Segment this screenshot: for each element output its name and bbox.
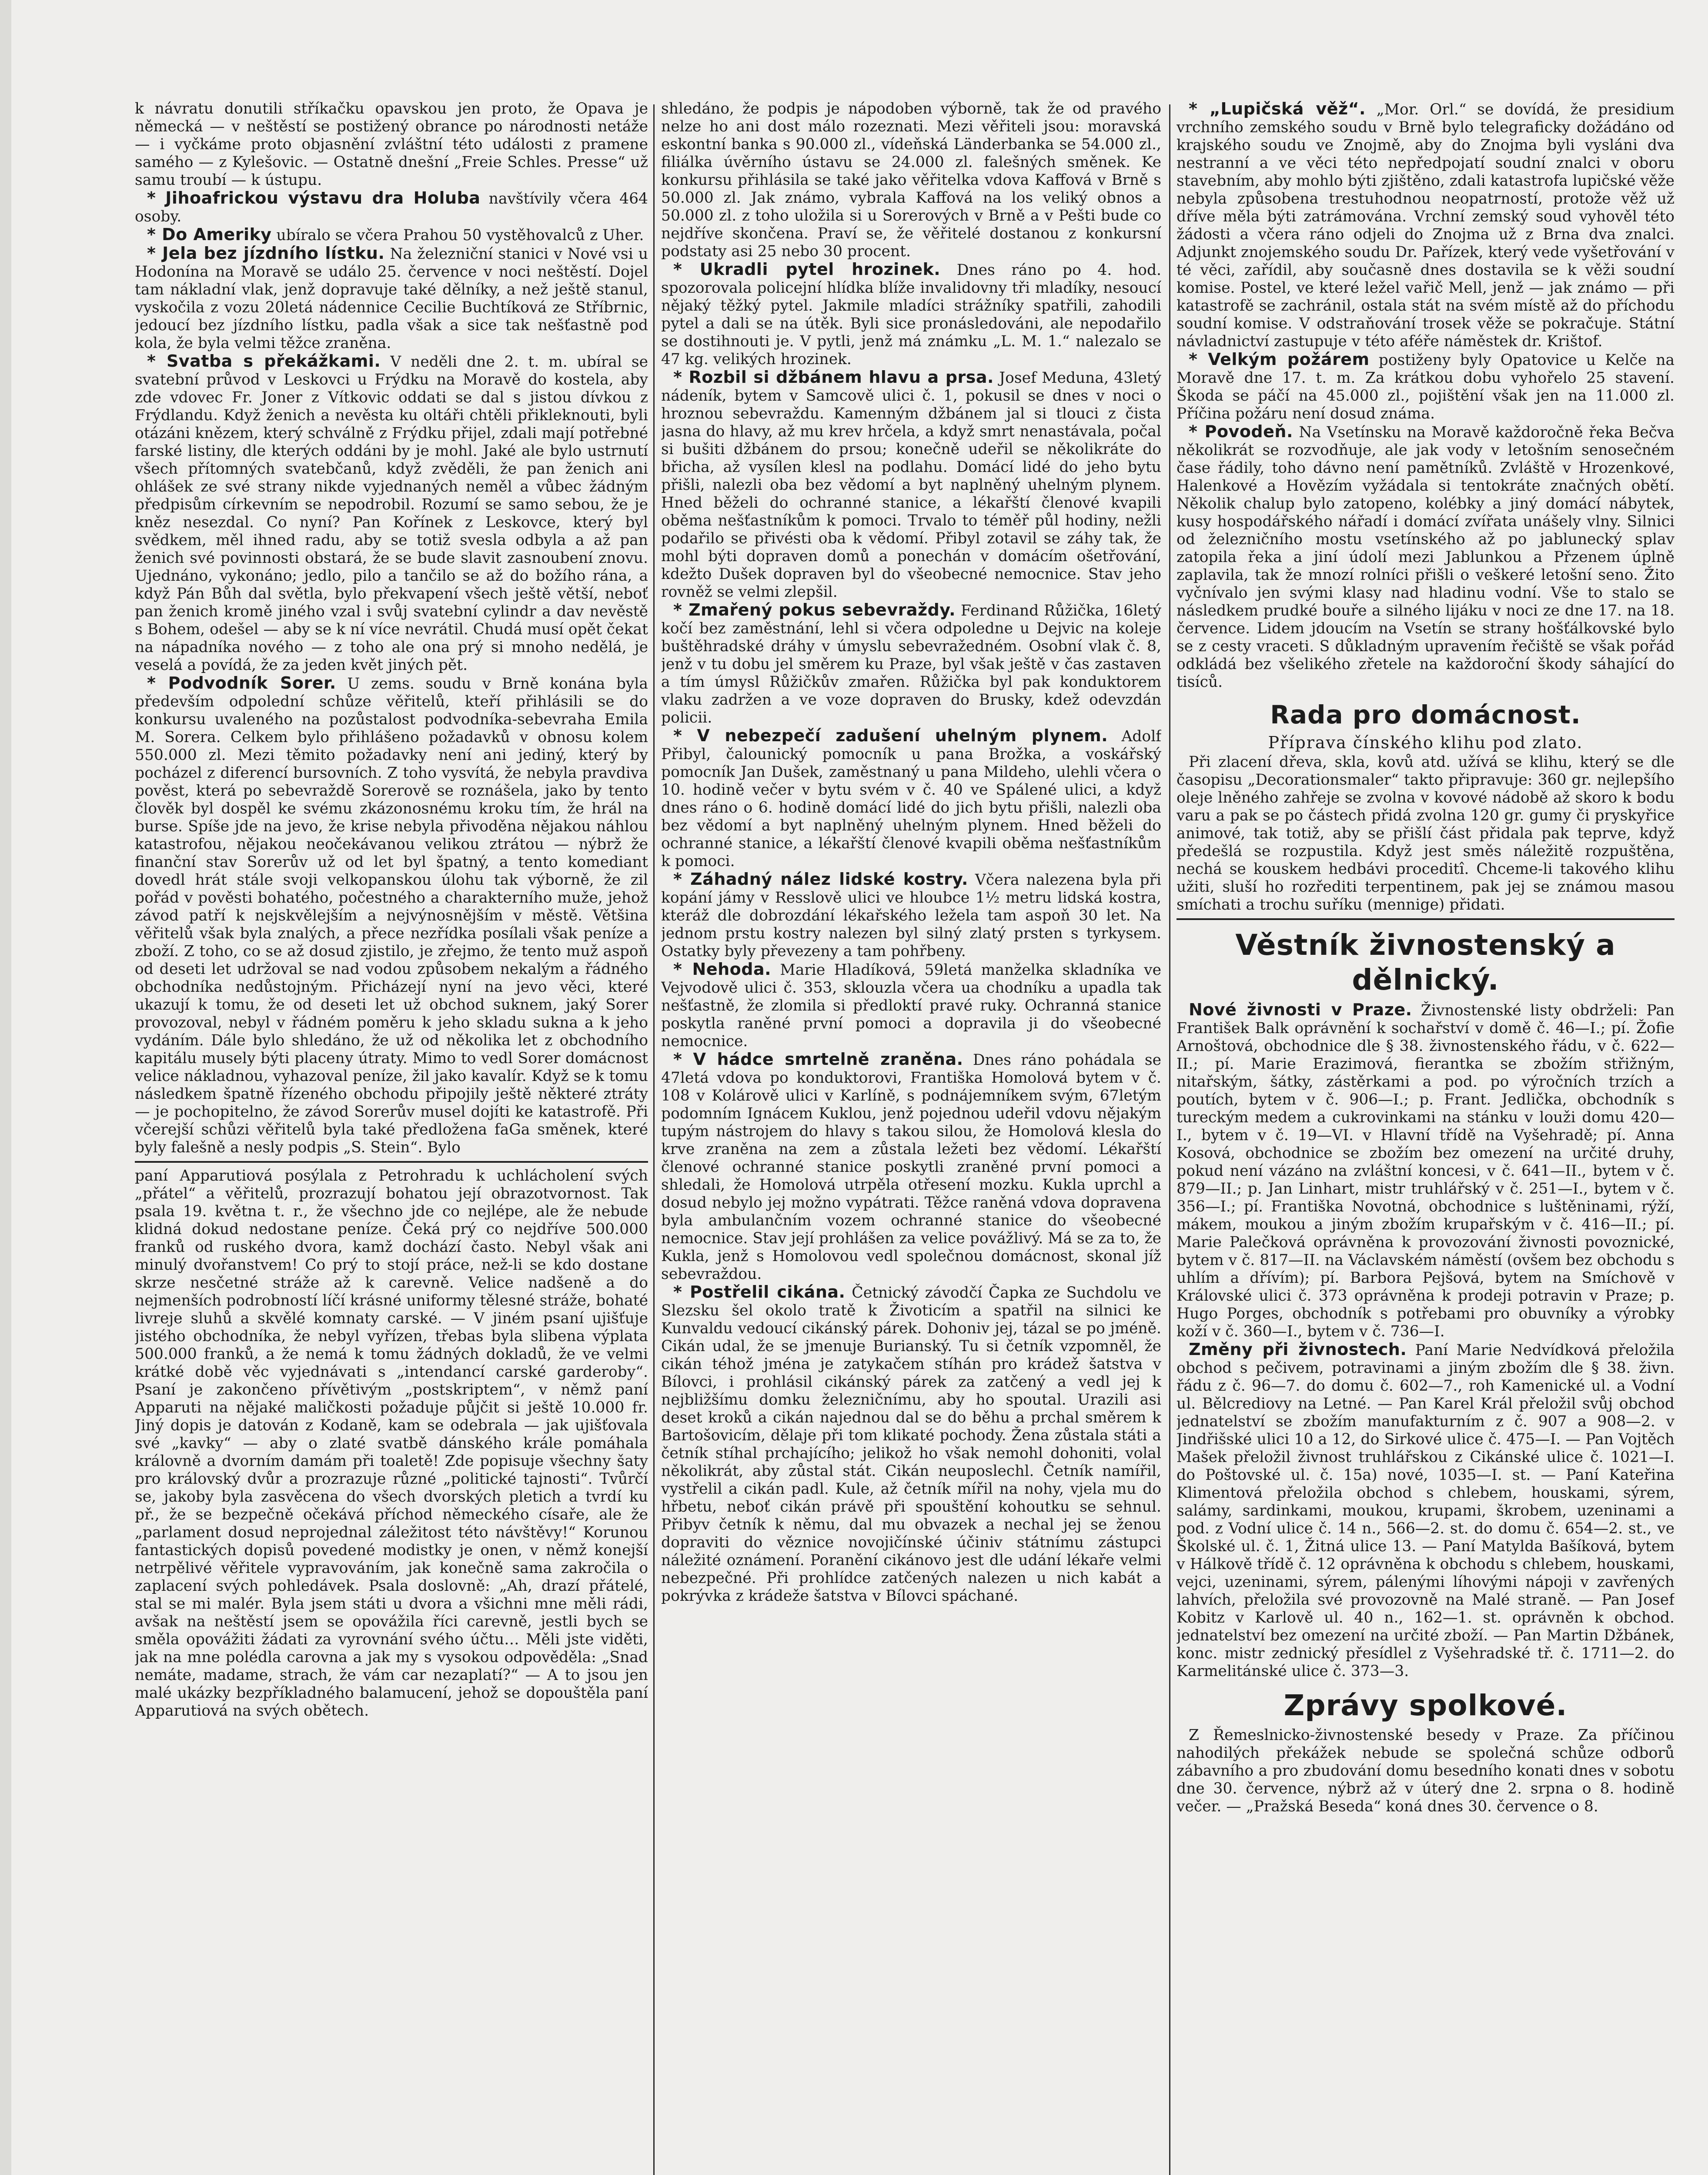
article-text: Marie Hladíková, 59letá manželka skladníka ve Vejvodově ulici č. 353, sklouzla včera ua chodníku a upadla tak nešťastně, že zlomila si předloktí pravé ruky. Ochranná stanice poskytla raněné první pomoci a dopravila ji do všeobecné nemocnice. (661, 961, 1161, 1050)
article (1177, 1341, 1675, 1680)
column-rule (653, 104, 655, 2175)
article-text: k návratu donutili stříkačku opavskou jen proto, že Opava je německá — v neštěstí se postižený obrance po národnosti netáže — i vyčkáme proto objasnění zvláštní této události z pramene samého — z Kylešovic. — Ostatně dnešní „Freie Schles. Presse“ už samu troubí — k ústupu. (135, 100, 648, 189)
article-text: Dnes ráno po 4. hod. spozorovala policejní hlídka blíže invalidovny tři mladíky, nesoucí nějaký těžký pytel. Jakmile mladíci strážníky spatřili, zahodili pytel a dali se na útěk. Byli sice pronásledováni, ale nepodařilo se dostihnouti je. V pytli, jenž má známku „L. M. 1.“ nalezalo se 47 kg. velikých hrozinek. (661, 261, 1161, 368)
article-heading: * Velkým požárem (1189, 350, 1370, 369)
subsection-heading: Příprava čínského klihu pod zlato. (1268, 733, 1583, 752)
article-text: Dnes ráno pohádala se 47letá vdova po konduktorovi, Františka Homolová bytem v č. 108 v Kolárově ulici v Karlíně, s podnájemníkem svým, 67letým podomním Ignácem Kuklou, jenž pojednou udeřil vdovu nějakým tupým nástrojem do hlavy s takou silou, že Homolová klesla do krve zraněna na zem a zůstala ležeti bez vědomí. Lékařští členové ochranné stanice poskytli zraněné první pomoci a shledali, že Homolová utrpěla otřesení mozku. Kukla uprchl a dosud nebylo jej možno vypátrati. Těžce raněná vdova dopravena byla ambulančním vozem ochranné stanice do všeobecné nemocnice. Stav její prohlášen za velice povážlivý. Má se za to, že Kukla, jenž s Homolovou vedl společnou domácnost, skonal jíž sebevraždou. (661, 1051, 1161, 1283)
column-3 (1177, 100, 1675, 2175)
article-text: Ferdinand Růžička, 16letý kočí bez zaměstnání, lehl si včera odpoledne u Dejvic na koleje buštěhradské dráhy v úmyslu sebevražedném. Osobní vlak č. 8, jenž v tu dobu jel směrem ku Praze, byl však ještě v čas zastaven a tím úmysl Růžičkův zmařen. Růžička byl pak konduktorem vlaku zadržen a ve voze dopraven do Brusky, kdež odevzdán policii. (661, 602, 1161, 726)
article-text: U zems. soudu v Brně konána byla především odpolední schůze věřitelů, kteří přihlásili se do konkursu uvaleného na pozůstalost podvodníka-sebevraha Emila M. Sorera. Celkem bylo přihlášeno požadavků v obnosu kolem 550.000 zl. Mezi těmito požadavky není ani jediný, který by pocházel z diferencí bursovních. Z toho vysvítá, že nebyla pravdiva pověst, která po sebevraždě Sorerově se roznášela, jako by tento člověk byl dospěl ke svému zkázonosnému kroku tím, že hrál na burse. Spíše jde na jevo, že krise nebyla přivoděna nějakou náhlou katastrofou, nějakou neočekávanou velikou ztrátou — nýbrž že finanční stav Sorerův už od let byl špatný, a tento komediant dovedl hrát stále svoji velkopanskou úlohu tak výborně, že zil pořád v pověsti bohatého, počestného a charakterního muže, jehož závod patří k nejskvělejším a nejvýnosnějším v městě. Většina věřitelů však byla znalých, a přece nezřídka posílali však peníze a zboží. Z toho, co se až dosud zjistilo, je zřejmo, že tento muž aspoň od deseti let udržoval se nad vodou způsobem nekalým a řádného obchodníka nedůstojným. Přicházejí nyní na jevo věci, které ukazují k tomu, že od deseti let už obchod suknem, jaký Sorer provozoval, nebyl v řádném poměru k jeho skladu sukna a k jeho vydáním. Dále bylo shledáno, že už od několika let z obchodního kapitálu musely býti placeny útraty. Mimo to vedl Sorer domácnost velice nákladnou, vyhazoval peníze, žil jako kavalír. Když se k tomu následkem špatně řízeného obchodu připojily ještě některé ztráty — je pochopitelno, že závod Sorerův musel dojíti ke katastrofě. Při včerejší schůzi věřitelů byla také předložena faGa směnek, které byly falešně a nesly podpis „S. Stein“. Bylo (135, 675, 648, 1156)
article (661, 368, 1161, 601)
article-heading: * Do Ameriky (147, 225, 272, 244)
article-heading: * Nehoda. (673, 960, 772, 979)
scan-edge (0, 0, 11, 2175)
article (1177, 1001, 1675, 1341)
article (661, 1051, 1161, 1283)
section-divider (1177, 918, 1675, 920)
article-text: Živnostenské listy obdrželi: Pan František Balk oprávnění k sochařství v domě č. 46—I.; pí. Žofie Arnoštová, obchodnice dle § 38. živnostenského řádu, v č. 622—II.; pí. Marie Erazimová, fierantka se zbožím střižným, nitařským, šátky, zástěrkami a pod. po výročních trzích a poutích, bytem v č. 906—I.; p. Frant. Jedlička, obchodník s tureckým medem a cukrovinkami na stánku v louži domu 420—I., bytem v č. 19—VI. v Hlavní třídě na Vyšehradě; pí. Anna Kosová, obchodnice se zbožím bez omezení na určité druhy, pokud není vázáno na zvláštní koncesi, v č. 641—II., bytem v č. 879—II.; p. Jan Linhart, mistr truhlářský v č. 251—I., bytem v č. 356—I.; pí. Františka Novotná, obchodnice s luštěninami, rýží, mákem, moukou a jiným zbožím krupařským v č. 416—II.; pí. Marie Palečková oprávněna k provozování živnosti povoznické, bytem v č. 817—II. na Václavském náměstí (ovšem bez obchodu s uhlím a dřívím); pí. Barbora Pejšová, bytem na Smíchově v Královské ulici č. 373 oprávněna k prodeji potravin v Praze; p. Hugo Porges, obchodník s potřebami pro obuvníky a výrobky koží v č. 360—I., bytem v č. 736—I. (1177, 1002, 1675, 1340)
article-text: shledáno, že podpis je nápodoben výborně, tak že od pravého nelze ho ani dost málo rozeznati. Mezi věřiteli jsou: moravská eskontní banka s 90.000 zl., vídeňská Länderbanka se 54.000 zl., filiálka úvěrního ústavu se 24.000 zl. falešných směnek. Ke konkursu přihlásila se také jako věřitelka vdova Kaffová v Brně s 50.000 zl. Jak známo, vybrala Kaffová na los veliký obnos a 50.000 zl. z toho uložila si u Sorerových v Brně a v Pešti bude co nejdříve skončena. Praví se, že věřitelé dostanou z konkursní podstaty asi 25 nebo 30 procent. (661, 100, 1161, 260)
article-heading: * Postřelil cikána. (673, 1282, 846, 1302)
article-text: V neděli dne 2. t. m. ubíral se svatební průvod v Leskovci u Frýdku na Moravě do kostela, aby zde vdovec Fr. Joner z Vítkovic oddati se dal s jistou dívkou z Frýdlandu. Když ženich a nevěsta ku oltáři chtěli přikleknouti, byli otázáni knězem, který schválně z Frýdku přijel, zdali mají potřebné farské listiny, dle kterých oddáni by je mohl. Jaké ale bylo ustrnutí všech přítomných svatebčanů, když zvěděli, že pan ženich ani ohlášek ze své strany nikde vyjednaných neměl a vůbec žádným předpisům církevním se nepodrobil. Rozumí se samo sebou, že je kněz nesezdal. Co nyní? Pan Kořínek z Leskovce, který byl svědkem, měl ihned radu, aby se totiž svesla odbyla a až pan ženich své povinnosti obstará, že se bude slavit zasnoubení znovu. Ujednáno, vykonáno; jedlo, pilo a tančilo se až do božího rána, a když Pán Bůh dal světla, bylo překvapení všech ještě větší, neboť pan ženich kromě jiného vzal i svůj svatební cylindr a dav nevěstě s Bohem, odešel — aby se k ní více nevrátil. Chudá musí opět čekat na nápadníka nového — z toho ale ona prý si mnoho nedělá, je veselá a povídá, že za jeden květ jiných pět. (135, 353, 648, 674)
article (661, 870, 1161, 960)
article-heading: * V hádce smrtelně zraněna. (673, 1050, 963, 1069)
article (661, 960, 1161, 1051)
article (661, 601, 1161, 727)
article-heading: * Rozbil si džbánem hlavu a prsa. (673, 368, 994, 387)
article (1177, 423, 1675, 691)
article-text: navštívily včera 464 osoby. (135, 190, 648, 225)
column-rule (1169, 104, 1170, 2175)
column-2 (661, 100, 1161, 2175)
column-1 (135, 100, 648, 2175)
article (661, 261, 1161, 368)
article-text: Při zlacení dřeva, skla, kovů atd. užívá se klihu, který se dle časopisu „Decorationsmaler“ takto připravuje: 360 gr. nejlepšího oleje lněného zahřeje se zvolna v kovové nádobě až skoro k bodu varu a pak se po částech přidá zvolna 120 gr. gumy či pryskyřice animové, tak totiž, aby se přišlí část přidala pak teprve, když předešlá se rozpustila. Když jest směs náležitě rozpuštěna, nechá se kouskem hedbávi proceditî. Chceme-li takového klihu užiti, sluší ho rozřediti terpentinem, pak jej se známou masou smíchati a trochu suříku (mennige) přidati. (1177, 753, 1675, 914)
article-text: Adolf Přibyl, čalounický pomocník u pana Brožka, a voskářský pomocník Jan Dušek, zaměstnaný u pana Mildeho, ulehli včera o 10. hodině večer v bytu svém v č. 40 ve Spálené ulici, a když dnes ráno o 6. hodině domácí lidé do jich bytu přišli, nalezli oba bez vědomí a byt naplněný uhelným plynem. Hned běželi do ochranné stanice, a lékařští členové kvapili oběma nešťastníkům k pomoci. (661, 728, 1161, 870)
article-text: Četnický závodčí Čapka ze Suchdolu ve Slezsku šel okolo tratě k Životicím a spatřil na silnici ke Kunvaldu vedoucí cikánský párek. Dohoniv jej, tázal se po jméně. Cikán udal, že se jmenuje Burianský. Tu si četník vzpomněl, že cikán téhož jména je zatykačem stíhán pro krádež šatstva v Bílovci, i prohlásil cikánský párek za zatčený a vedl jej k nejbližšímu domku železničnímu, aby ho spoutal. Urazili asi deset kroků a cikán najednou dal se do běhu a prchal směrem k Bartošovicím, dělaje při tom klikaté pochody. Žena zůstala státi a četník stíhal prchajícího; jelikož ho však nemohl dohoniti, volal několikrát, aby zůstal stát. Cikán neuposlechl. Četník namířil, vystřelil a cikán padl. Kule, až četník mířil na nohy, vjela mu do hřbetu, neboť cikán právě při spouštění kohoutku se sehnul. Přibyv četník k němu, dal mu obvazek a nechal jej se ženou dopraviti do věznice novojičínské účiniv státnímu zástupci náležité oznámení. Poranění cikánovo jest dle udání lékaře velmi nebezpečné. Při prohlídce zatčených nalezen u nich kabát a pokrývka z krádeže šatstva v Bílovci spáchané. (661, 1284, 1161, 1605)
article (135, 674, 648, 1157)
article-text: Na Vsetínsku na Moravě každoročně řeka Bečva několikrát se rozvodňuje, ale jak vody v letošním senosečném čase řádily, toho dávno není pamětníků. Zvláště v Hrozenkové, Halenkové a Hovězím vyžádala si tentokráte značných obětí. Několik chalup bylo zatopeno, kolébky a jiný domácí nábytek, kusy hospodářského nářadí i domácí zvířata unášely vlny. Silnici od železničního mostu vsetínského až po jablunecký splav zatopila řeka a jiní údolí mezi Jablunkou a Přzenem úplně zaplavila, tak že mnozí rolníci přišli o veškeré letošní seno. Žito vyčnívalo jen svými klasy nad hladinu vodní. Vše to stalo se následkem prudké bouře a silného lijáku v noci ze dne 17. na 18. července. Lidem jdoucím na Vsetín se strany hošťálkovské bylo se z cesty vraceti. S důkladným upravením řečiště se však pořád odkládá bez všelikého zřetele na každoroční škody sáhající do tisíců. (1177, 424, 1675, 691)
article-heading: * Záhadný nález lidské kostry. (673, 870, 968, 889)
article-heading: * Povodeň. (1189, 422, 1293, 441)
article-heading: Změny při živnostech. (1189, 1340, 1407, 1359)
article (135, 189, 648, 226)
article (661, 1283, 1161, 1605)
article-text: postiženy byly Opatovice u Kelče na Moravě dne 17. t. m. Za krátkou dobu vyhořelo 25 stavení. Škoda se páčí na 45.000 zl., pojištění však jen na 11.000 zl. Příčina požáru není dosud známa. (1177, 351, 1675, 422)
article-text: Paní Marie Nedvídková přeložila obchod s pečivem, potravinami a jiným zbožím dle § 38. živn. řádu z č. 96—7. do domu č. 602—7., roh Kamenické ul. a Vodní ul. Bělcrediovy na Letné. — Pan Karel Král přeložil svůj obchod jednatelství se zbožím manufakturním z č. 907 a 908—2. v Jindřišské ulici 10 a 12, do Sirkové ulice č. 475—I. — Pan Vojtěch Mašek přeložil živnost truhlářskou z Cikánské ulice č. 1021—I. do Poštovské ul. č. 15a) nové, 1035—I. st. — Paní Kateřina Klimentová přeložila obchod s chlebem, houskami, sýrem, salámy, sardinkami, moukou, krupami, škrobem, uzeninami a pod. z Vodní ulice č. 14 n., 566—2. st. do domu č. 654—2. st., ve Školské ul. č. 1, Žitná ulice 13. — Paní Matylda Bašíková, bytem v Hálkově třídě č. 12 oprávněna k obchodu s chlebem, houskami, vejci, uzeninami, sýrem, pálenými líhovými nápoji v zavřených lahvích, přeložila své provozovně na Malé straně. — Pan Josef Kobitz v Karlově ul. 40 n., 162—1. st. oprávněn k obchod. jednatelství bez omezení na určité zboží. — Pan Martin Džbánek, konc. mistr zednický přesídlel z Vyšehradské tř. č. 1711—2. do Karmelitánské ulice č. 373—3. (1177, 1342, 1675, 1680)
section-divider (135, 1161, 648, 1163)
article-heading: Nové živnosti v Praze. (1189, 1000, 1412, 1019)
article-heading: * „Lupičská věž“. (1189, 100, 1366, 118)
article-heading: * Svatba s překážkami. (147, 351, 381, 371)
article-heading: * Podvodník Sorer. (147, 673, 336, 693)
article-text: Z Řemeslnicko-živnostenské besedy v Praze. Za příčinou nahodilých překážek nebude se společná schůze odborů zábavního a pro zbudování domu besedního konati dnes v sobotu dne 30. července, nýbrž až v úterý dne 2. srpna o 8. hodině večer. — „Pražská Beseda“ koná dnes 30. července o 8. (1177, 1727, 1675, 1815)
section-heading: Věstník živnostenský a dělnický. (1235, 928, 1616, 997)
article (135, 244, 648, 352)
article-text: ubíralo se včera Prahou 50 vystěhovalců z Uher. (276, 227, 644, 244)
article-text: Josef Meduna, 43letý nádeník, bytem v Samcově ulici č. 1, pokusil se dnes v noci o hroznou sebevraždu. Kamenným džbánem jal si tlouci z čista jasna do hlavy, až mu krev hrčela, a když smrt nenastávala, počal si bušiti džbánem do prsou; konečně udeřil se několikráte do břicha, až vysílen klesl na podlahu. Domácí lidé do jeho bytu přišli, nalezli oba bez vědomí a byt naplněný uhelným plynem. Hned běželi do ochranné stanice, a lékařští členové kvapili oběma nešťastníkům k pomoci. Trvalo to téměř půl hodiny, nežli podařilo se přivésti oba k vědomí. Přibyl zotavil se záhy tak, že mohl býti dopraven domů a ponechán v domácím ošetřování, kdežto Dušek dopraven byl do všeobecné nemocnice. Stav jeho rovněž se velmi zlepšil. (661, 369, 1161, 601)
article-text: Včera nalezena byla při kopání jámy v Resslově ulici ve hloubce 1½ metru lidská kostra, kteráž dle dobrozdání lékařského ležela tam aspoň 30 let. Na jednom prstu kostry nalezen byl silný zlatý prsten s tyrkysem. Ostatky byly převezeny a tam pohřbeny. (661, 871, 1161, 960)
article-heading: * Zmařený pokus sebevraždy. (673, 600, 956, 619)
article-text: „Mor. Orl.“ se dovídá, že presidium vrchního zemského soudu v Brně bylo telegraficky dožádáno od krajského soudu ve Znojmě, aby do Znojma byli vysláni dva nestranní a ve věci této nepředpojatí soudní znalci v oboru stavebním, aby mohlo býti zjištěno, zdali katastrofa lupičské věže nebyla způsobena trestuhodnou neopatrností, protože věž už dříve měla býti zatrámována. Vrchní zemský soud vyhověl této žádosti a včera ráno odjeli do Znojma už z Brna dva znalci. Adjunkt znojemského soudu Dr. Pařízek, který vede vyšetřování v té věci, zařídil, aby současně dnes dostavila se k věži soudní komise. Postel, ve které ležel vařič Mell, jenž — jak známo — při katastrofě se zachránil, ostala stát na svém místě až do příchodu soudní komise. V odstraňování trosek věže se pokračuje. Státní návladnictví zastupuje v této aféře náměstek dr. Krištof. (1177, 101, 1675, 350)
article (1177, 100, 1675, 351)
article (661, 727, 1161, 870)
article-text: Na železniční stanici v Nové vsi u Hodonína na Moravě se událo 25. července v noci neštěstí. Dojel tam nákladní vlak, jenž dopravuje také dělníky, a než ještě stanul, vyskočila z vozu 20letá nádennice Cecilie Buchtíková ze Stříbrnic, jedoucí bez jízdního lístku, padla však a sice tak nešťastně pod kola, že byla velmi těžce zraněna. (135, 245, 648, 352)
article (1177, 351, 1675, 423)
article (135, 226, 648, 244)
section-heading: Zprávy spolkové. (1284, 1689, 1568, 1722)
article-heading: * Jihoafrickou výstavu dra Holuba (147, 188, 481, 207)
article-text: paní Apparutiová posýlala z Petrohradu k uchlácholení svých „přátel“ a věřitelů, prozrazují bohatou její obrazotvornost. Tak psala 19. května t. r., že všechno jde co nejlépe, ale že nebude klidná dokud nedostane peníze. Čeká prý co nejdříve 500.000 franků od ruského dvora, kamž dochází často. Nebyl však ani minulý dvořanstvem! Co prý to stojí práce, než-li se kdo dostane skrze nesčetné stráže až k carevně. Velice nadšeně a do nejmenších podrobností líčí krásné uniformy tělesné stráže, bohaté livreje sluhů a skvělé komnaty carské. — V jiném psaní ujišťuje jistého obchodníka, že nebyl vyřízen, třebas byla slibena výplata 500.000 franků, a že nemá k tomu žádných dokladů, že ve velmi krátké době věc vyjednávati s „intendancí carské garderoby“. Psaní je zakončeno přívětivým „postskriptem“, v němž paní Apparuti na nějaké maličkosti požaduje půjčit si ještě 10.000 fr. Jiný dopis je datován z Kodaně, kam se odebrala — jak ujišťovala své „kavky“ — aby o zlaté svatbě dánského krále pomáhala královně a dvorním damám při toaletě! Zde popisuje všechny šaty pro královský dvůr a prozrazuje různé „politické tajnosti“. Tvůrčí se, jakoby byla zasvěcena do všech dvorských pletich a tvrdí ku př., že se bezpečně očekává příchod německého císaře, ale že „parlament dosud neprojednal záležitost této návštěvy!“ Korunou fantastických dopisů povedené modistky je onen, v němž konejší netrpělivé věřitele vypravováním, jak konečně sama zakročila o zaplacení svých pohledávek. Psala doslovně: „Ah, drazí přátelé, stal se mi malér. Byla jsem státi u dvora a všichni mne měli rádi, avšak na neštěstí jsem se opovážila říci carevně, jestli bych se směla opovážiti žádati za vyrovnání svého účtu… Měli jste viděti, jak na mne polédla carovna a jak my s vysokou odpověděla: „Snad nemáte, madame, strach, že vám car nezaplatí?“ — A to jsou jen malé ukázky bezpříkladného balamucení, jehož se dopouštěla paní Apparutiová na svých obětech. (135, 1167, 648, 1720)
article-heading: * Ukradli pytel hrozinek. (673, 260, 941, 279)
article (135, 352, 648, 674)
article-heading: * V nebezpečí zadušení uhelným plynem. (673, 726, 1108, 745)
section-heading: Rada pro domácnost. (1270, 700, 1581, 729)
article-heading: * Jela bez jízdního lístku. (147, 244, 385, 263)
